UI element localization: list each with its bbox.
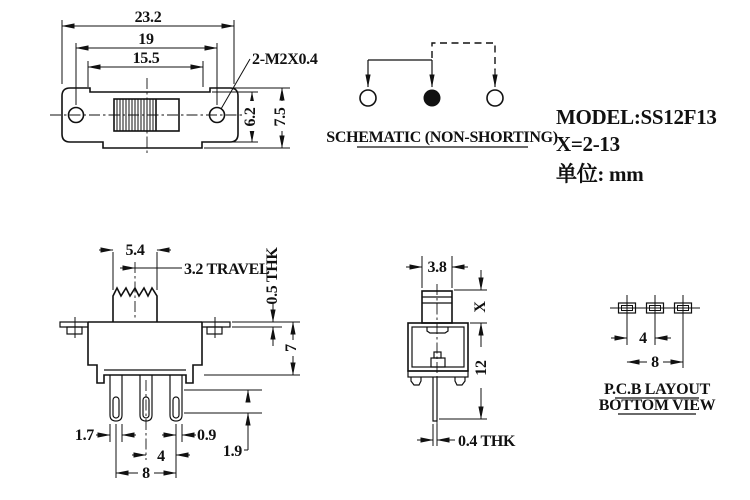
dim-hole-spacing-label: 19 <box>138 31 154 48</box>
dim-inner-height-label: 6.2 <box>242 107 259 127</box>
dim-pin-thickness-label: 0.4 THK <box>458 433 516 450</box>
dim-pin-tip-width-label: 0.9 <box>197 427 217 444</box>
pcb-caption-line1: P.C.B LAYOUT <box>604 381 710 398</box>
screw-hole-callout-label: 2-M2X0.4 <box>252 51 318 68</box>
dim-pad-span-label: 8 <box>651 354 659 371</box>
dim-pin-width-label: 1.7 <box>74 427 94 444</box>
terminal-2-filled <box>424 90 441 107</box>
model-number: MODEL:SS12F13 <box>556 105 717 129</box>
dim-knob-depth-label: 3.8 <box>427 259 447 276</box>
dim-overall-width-label: 23.2 <box>134 9 162 26</box>
schematic-caption: SCHEMATIC (NON-SHORTING) <box>326 129 558 146</box>
unit-label: 单位: mm <box>556 162 644 186</box>
dim-overall-height-label: 12 <box>473 360 490 376</box>
dim-knob-height-label: X <box>472 301 489 313</box>
dim-hole-offset-label: 1.9 <box>222 443 242 460</box>
dim-pin-span-label: 8 <box>142 465 150 482</box>
dim-outer-height-label: 7.5 <box>272 107 289 127</box>
dim-bracket-thickness-label: 0.5 THK <box>264 247 281 305</box>
dim-pin-pitch-label: 4 <box>157 448 165 465</box>
x-dimension-spec: X=2-13 <box>556 132 620 156</box>
pcb-caption-line2: BOTTOM VIEW <box>598 397 716 414</box>
dim-pad-pitch-label: 4 <box>639 330 647 347</box>
dim-travel-label: 3.2 TRAVEL <box>184 261 270 278</box>
dim-knob-width-label: 5.4 <box>125 242 145 259</box>
dim-slot-length-label: 15.5 <box>132 50 160 67</box>
dim-body-height-label: 7 <box>283 344 300 352</box>
